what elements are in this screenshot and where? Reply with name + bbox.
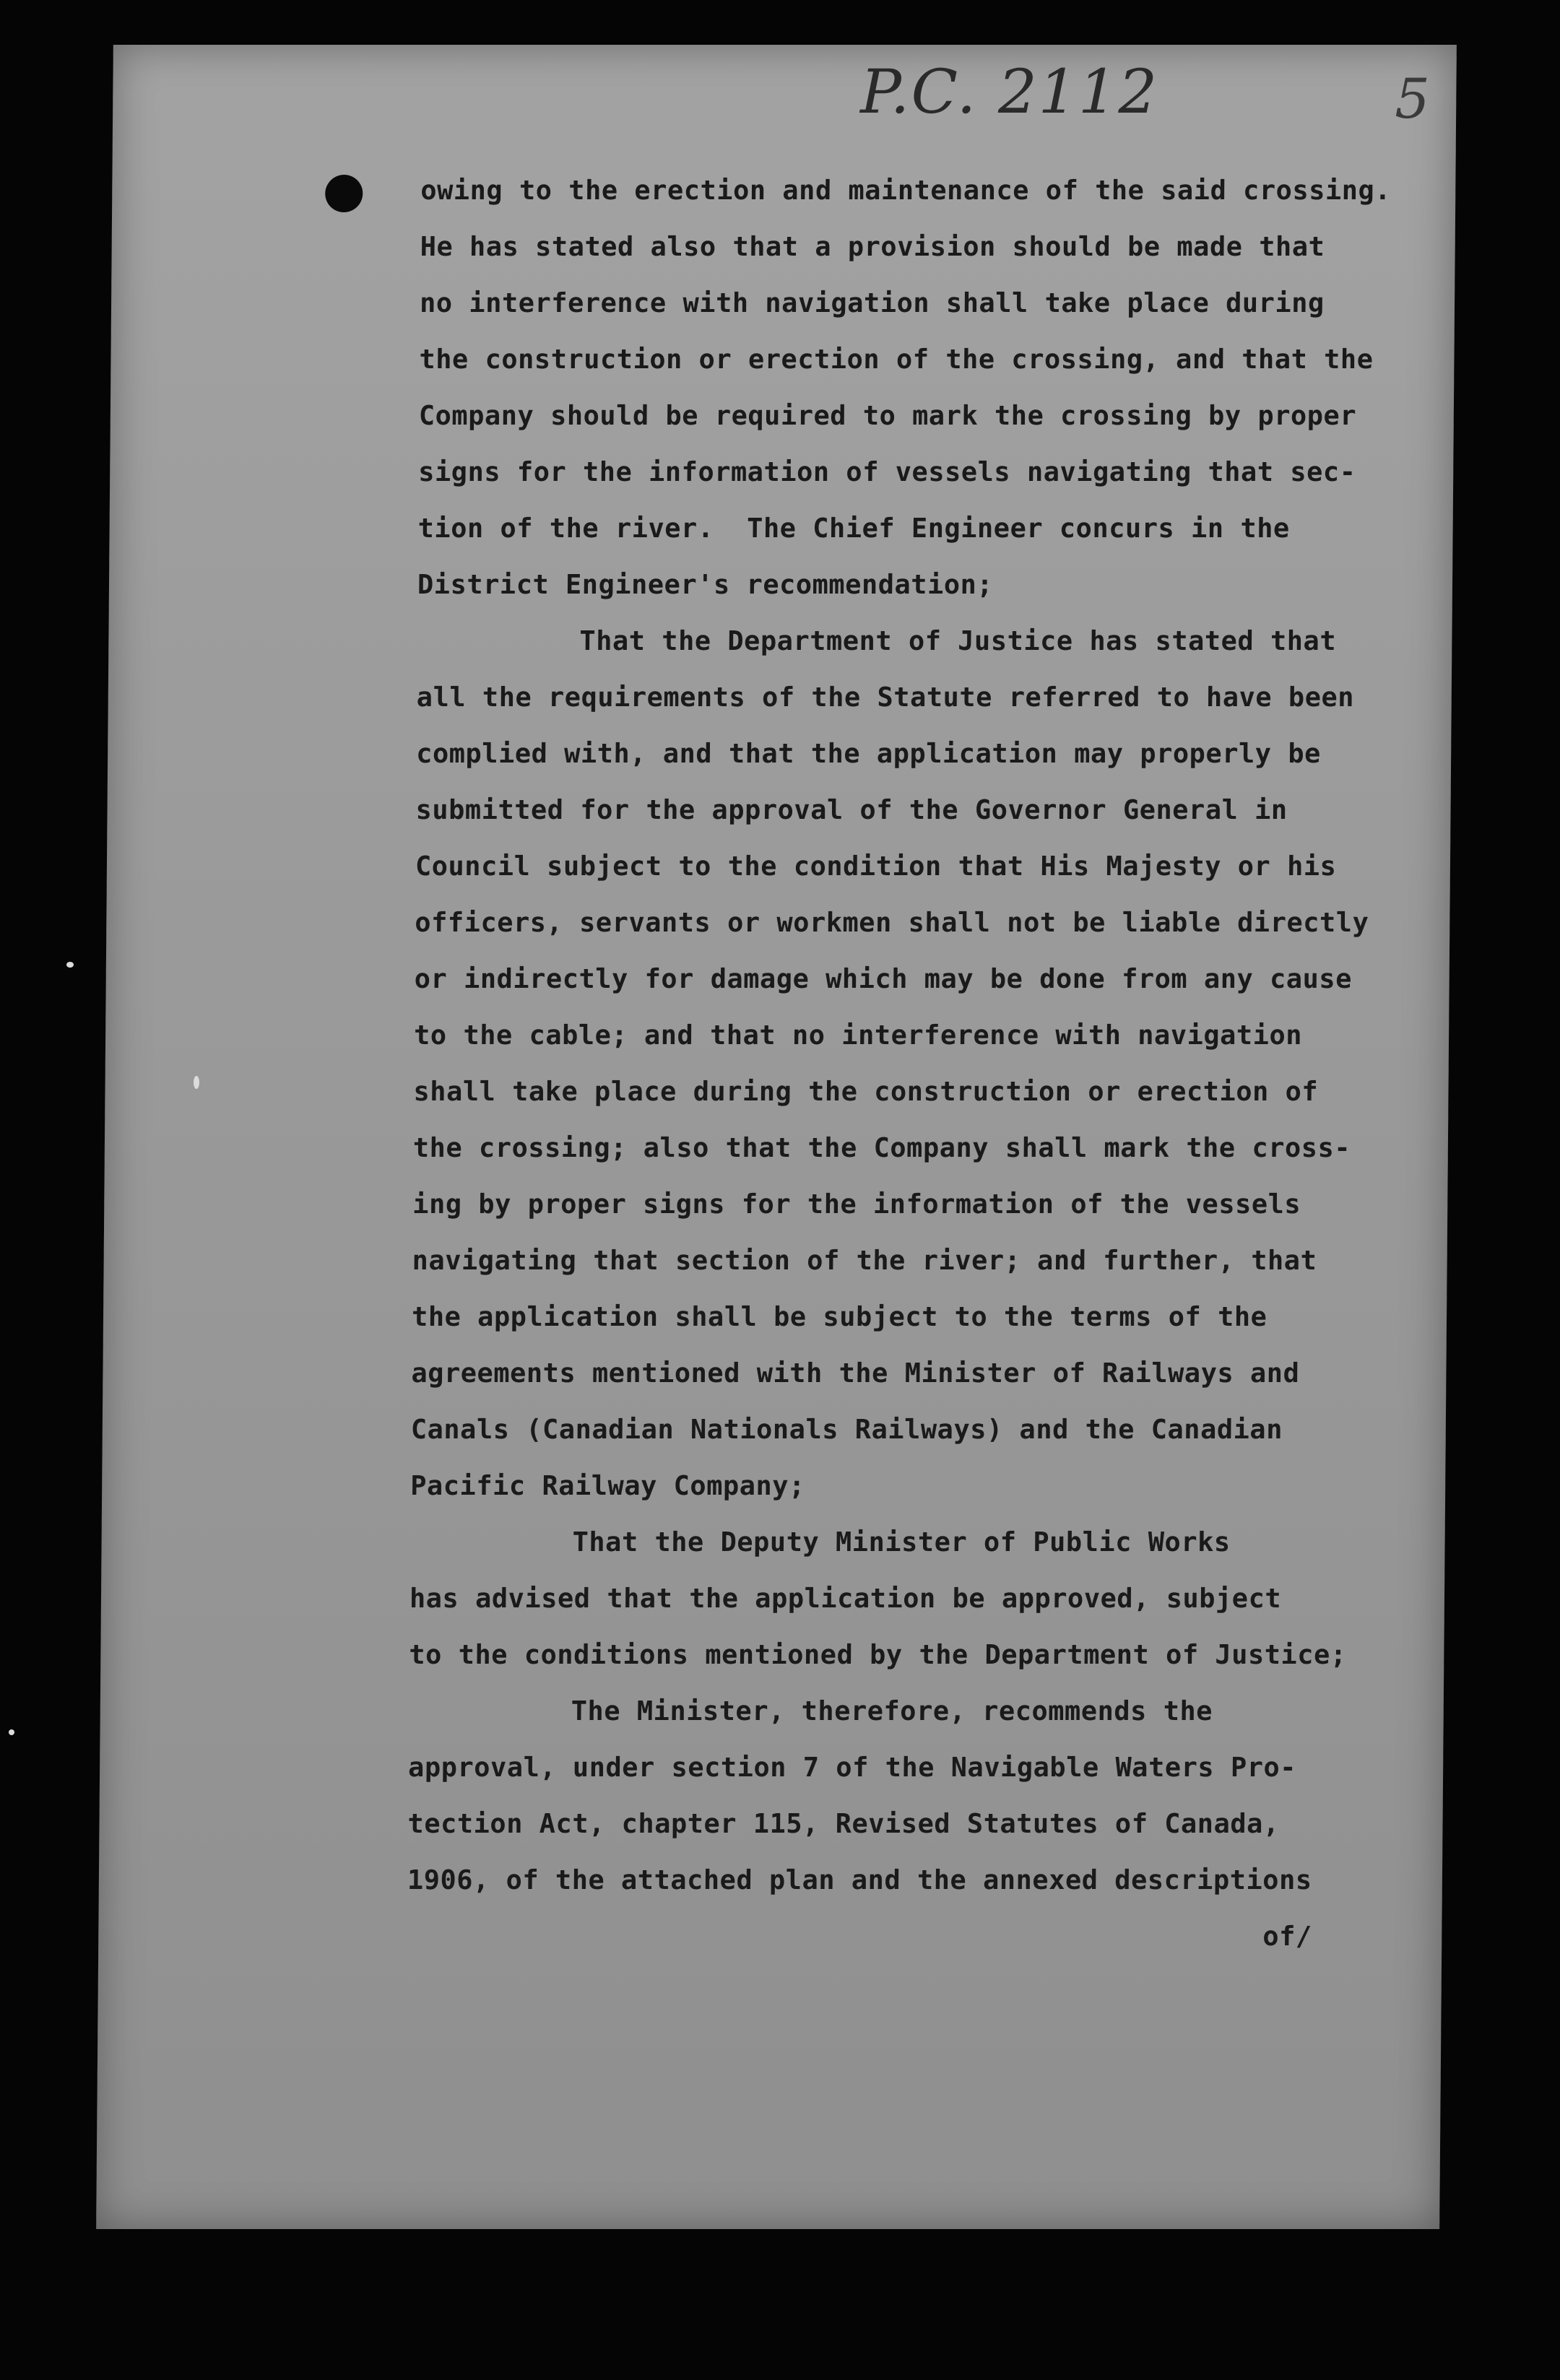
film-speck xyxy=(9,1729,14,1735)
page-number: 5 xyxy=(1394,66,1431,131)
punch-hole xyxy=(325,175,363,212)
text-line: Company should be required to mark the crossing by proper xyxy=(418,400,1357,431)
text-line: That the Deputy Minister of Public Works xyxy=(572,1526,1231,1558)
document-page xyxy=(96,45,1457,2229)
text-line: has advised that the application be approved, subject xyxy=(409,1583,1282,1614)
text-line: Council subject to the condition that His Majesty or his xyxy=(415,851,1337,882)
text-line: officers, servants or workmen shall not be liable directly xyxy=(415,907,1369,938)
text-line: ing by proper signs for the information of the vessels xyxy=(412,1189,1301,1220)
text-line: complied with, and that the application may properly be xyxy=(416,738,1322,769)
text-line: That the Department of Justice has stated that xyxy=(579,625,1337,656)
text-line: the crossing; also that the Company shall mark the cross- xyxy=(412,1132,1351,1163)
text-line: District Engineer's recommendation; xyxy=(417,569,994,600)
text-line: submitted for the approval of the Governor General in xyxy=(415,794,1288,825)
typed-text-body xyxy=(407,162,1447,1965)
text-line: Pacific Railway Company; xyxy=(410,1470,806,1501)
handwritten-reference-number: P.C. 2112 xyxy=(859,56,1159,127)
text-line: to the cable; and that no interference with navigation xyxy=(413,1020,1303,1051)
text-line: navigating that section of the river; and further, that xyxy=(412,1245,1317,1276)
text-line: tection Act, chapter 115, Revised Statutes of Canada, xyxy=(407,1808,1280,1839)
text-line: agreements mentioned with the Minister of Railways and xyxy=(411,1358,1300,1389)
film-speck xyxy=(66,962,74,968)
text-line: signs for the information of vessels navigating that sec- xyxy=(418,456,1356,487)
film-speck xyxy=(194,1076,199,1089)
text-line: approval, under section 7 of the Navigable Waters Pro- xyxy=(407,1752,1297,1783)
text-line: The Minister, therefore, recommends the xyxy=(571,1695,1213,1727)
text-line: of/ xyxy=(1262,1921,1312,1952)
text-line: the construction or erection of the crossing, and that the xyxy=(419,344,1374,375)
text-line: to the conditions mentioned by the Department of Justice; xyxy=(409,1639,1347,1670)
text-line: Canals (Canadian Nationals Railways) and the Canadian xyxy=(410,1414,1283,1445)
text-line: owing to the erection and maintenance of the said crossing. xyxy=(420,175,1392,206)
text-line: no interference with navigation shall take place during xyxy=(419,287,1325,318)
text-line: shall take place during the construction or erection of xyxy=(413,1076,1319,1107)
text-line: He has stated also that a provision should be made that xyxy=(420,231,1325,262)
text-line: or indirectly for damage which may be done from any cause xyxy=(414,963,1353,994)
text-line: all the requirements of the Statute referred to have been xyxy=(416,682,1355,713)
text-line: tion of the river. The Chief Engineer concurs in the xyxy=(417,513,1290,544)
text-line: 1906, of the attached plan and the annexed descriptions xyxy=(407,1864,1312,1895)
text-line: the application shall be subject to the terms of the xyxy=(411,1301,1268,1332)
